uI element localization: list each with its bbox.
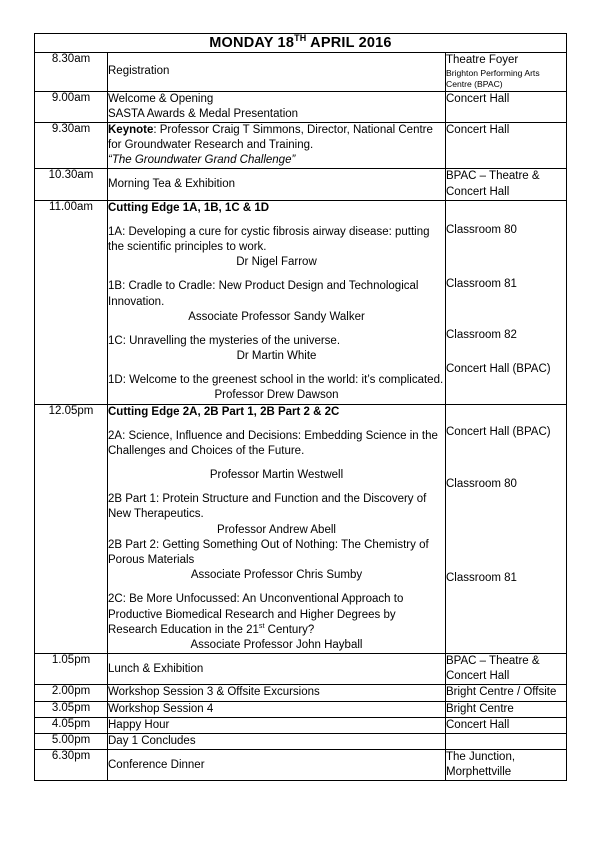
session-title-part2: Century?: [264, 623, 315, 636]
session-title: 1B: Cradle to Cradle: New Product Design and Technological Innovation.: [108, 280, 419, 308]
row-time: 8.30am: [35, 53, 108, 92]
session-presenter: Professor Andrew Abell: [217, 523, 336, 536]
row-time: 12.05pm: [35, 404, 108, 653]
session-title-superscript: st: [258, 621, 265, 630]
table-row-title: [35, 34, 567, 53]
venue-1a: Classroom 80: [446, 223, 517, 236]
session-title: 1C: Unravelling the mysteries of the universe.: [108, 334, 341, 347]
venue-2a: Concert Hall (BPAC): [446, 425, 551, 438]
row-venue: Bright Centre: [446, 701, 567, 717]
row-description: Day 1 Concludes: [108, 733, 446, 749]
session-title: 1D: Welcome to the greenest school in the world: it’s complicated.: [108, 374, 444, 387]
row-time: 6.30pm: [35, 750, 108, 781]
row-time: 1.05pm: [35, 654, 108, 685]
spacer: [108, 483, 445, 492]
row-venue: Concert Hall: [446, 122, 567, 169]
keynote-label: Keynote: [108, 123, 154, 136]
venue-2b: Classroom 80: [446, 477, 517, 490]
row-description: Registration: [108, 53, 446, 92]
session-presenter: Dr Martin White: [236, 350, 317, 363]
session-title: 2B Part 2: Getting Something Out of Nothing: The Chemistry of Porous Materials: [108, 538, 429, 566]
table-row-cutting-edge-1: [35, 200, 567, 404]
description-line: SASTA Awards & Medal Presentation: [108, 107, 299, 120]
table-row: [35, 169, 567, 200]
block-heading: Cutting Edge 1A, 1B, 1C & 1D: [108, 201, 270, 214]
session-1c: [108, 334, 445, 364]
row-time: 3.05pm: [35, 701, 108, 717]
title-suffix: APRIL 2016: [306, 35, 392, 51]
spacer: [108, 459, 445, 468]
session-presenter: Associate Professor Chris Sumby: [190, 569, 363, 582]
keynote-quote: “The Groundwater Grand Challenge”: [108, 154, 296, 167]
table-row: [35, 53, 567, 92]
schedule-table: [34, 33, 567, 781]
session-title: 2A: Science, Influence and Decisions: Embedding Science in the Challenges and Choices of the Future.: [108, 429, 438, 457]
spacer: [108, 364, 445, 373]
row-time: 11.00am: [35, 200, 108, 404]
session-presenter: Professor Drew Dawson: [214, 389, 339, 402]
venue-2c: Classroom 81: [446, 571, 517, 584]
session-presenter: Professor Martin Westwell: [209, 469, 344, 482]
session-title: [108, 592, 445, 638]
venue-1b: Classroom 81: [446, 277, 517, 290]
session-1d: [108, 373, 445, 403]
row-description: [108, 122, 446, 169]
row-venue: [446, 53, 567, 92]
title-superscript: TH: [294, 33, 307, 44]
session-2b-part2: [108, 538, 445, 584]
row-description: Conference Dinner: [108, 750, 446, 781]
session-title: 2B Part 1: Protein Structure and Function and the Discovery of New Therapeutics.: [108, 493, 427, 521]
title-prefix: MONDAY 18: [209, 35, 295, 51]
cutting-edge-2-sessions: [108, 404, 446, 653]
row-venue: Concert Hall: [446, 91, 567, 122]
row-description: Workshop Session 4: [108, 701, 446, 717]
session-title: 1A: Developing a cure for cystic fibrosis airway disease: putting the scientific principles to work.: [108, 225, 430, 254]
row-venue: [446, 733, 567, 749]
session-1a: [108, 225, 445, 271]
session-presenter: Dr Nigel Farrow: [236, 256, 317, 269]
spacer: [108, 270, 445, 279]
row-time: 9.30am: [35, 122, 108, 169]
table-row: [35, 701, 567, 717]
table-row: [35, 750, 567, 781]
page-title: [35, 34, 567, 53]
row-venue: Concert Hall: [446, 717, 567, 733]
row-description: [108, 91, 446, 122]
block-heading: Cutting Edge 2A, 2B Part 1, 2B Part 2 & 2C: [108, 405, 340, 418]
table-row: [35, 654, 567, 685]
table-row: [35, 717, 567, 733]
row-description: Morning Tea & Exhibition: [108, 169, 446, 200]
keynote-line: [108, 123, 445, 153]
session-2c: [108, 592, 445, 653]
cutting-edge-1-sessions: [108, 200, 446, 404]
row-description: Happy Hour: [108, 717, 446, 733]
session-presenter: Associate Professor Sandy Walker: [188, 310, 365, 323]
row-description: Workshop Session 3 & Offsite Excursions: [108, 685, 446, 701]
table-row-cutting-edge-2: [35, 404, 567, 653]
venue-name: Theatre Foyer: [446, 54, 519, 66]
spacer: [108, 325, 445, 334]
session-2a: [108, 429, 445, 484]
row-time: 2.00pm: [35, 685, 108, 701]
row-venue: BPAC – Theatre & Concert Hall: [446, 169, 567, 200]
session-2b-part1: [108, 492, 445, 538]
venue-subtext: Brighton Performing Arts Centre (BPAC): [446, 68, 540, 90]
table-row: [35, 685, 567, 701]
venue-1d: Concert Hall (BPAC): [446, 362, 551, 375]
row-time: 10.30am: [35, 169, 108, 200]
row-description: Lunch & Exhibition: [108, 654, 446, 685]
row-venue: Bright Centre / Offsite: [446, 685, 567, 701]
row-time: 9.00am: [35, 91, 108, 122]
cutting-edge-1-venues: [446, 200, 567, 404]
description-line: Welcome & Opening: [108, 92, 214, 105]
session-title-part1: 2C: Be More Unfocussed: An Unconventional Approach to Productive Biomedical Research and Higher Degrees by Research Education in the 21: [108, 593, 404, 636]
session-1b: [108, 279, 445, 325]
table-row: [35, 122, 567, 169]
table-row: [35, 733, 567, 749]
cutting-edge-2-venues: [446, 404, 567, 653]
row-time: 5.00pm: [35, 733, 108, 749]
table-row: [35, 91, 567, 122]
row-venue: The Junction, Morphettville: [446, 750, 567, 781]
row-time: 4.05pm: [35, 717, 108, 733]
keynote-body: : Professor Craig T Simmons, Director, National Centre for Groundwater Research and Training.: [108, 123, 433, 152]
row-venue: BPAC – Theatre & Concert Hall: [446, 654, 567, 685]
spacer: [108, 583, 445, 592]
venue-1c: Classroom 82: [446, 328, 517, 341]
session-presenter: Associate Professor John Hayball: [190, 638, 363, 651]
